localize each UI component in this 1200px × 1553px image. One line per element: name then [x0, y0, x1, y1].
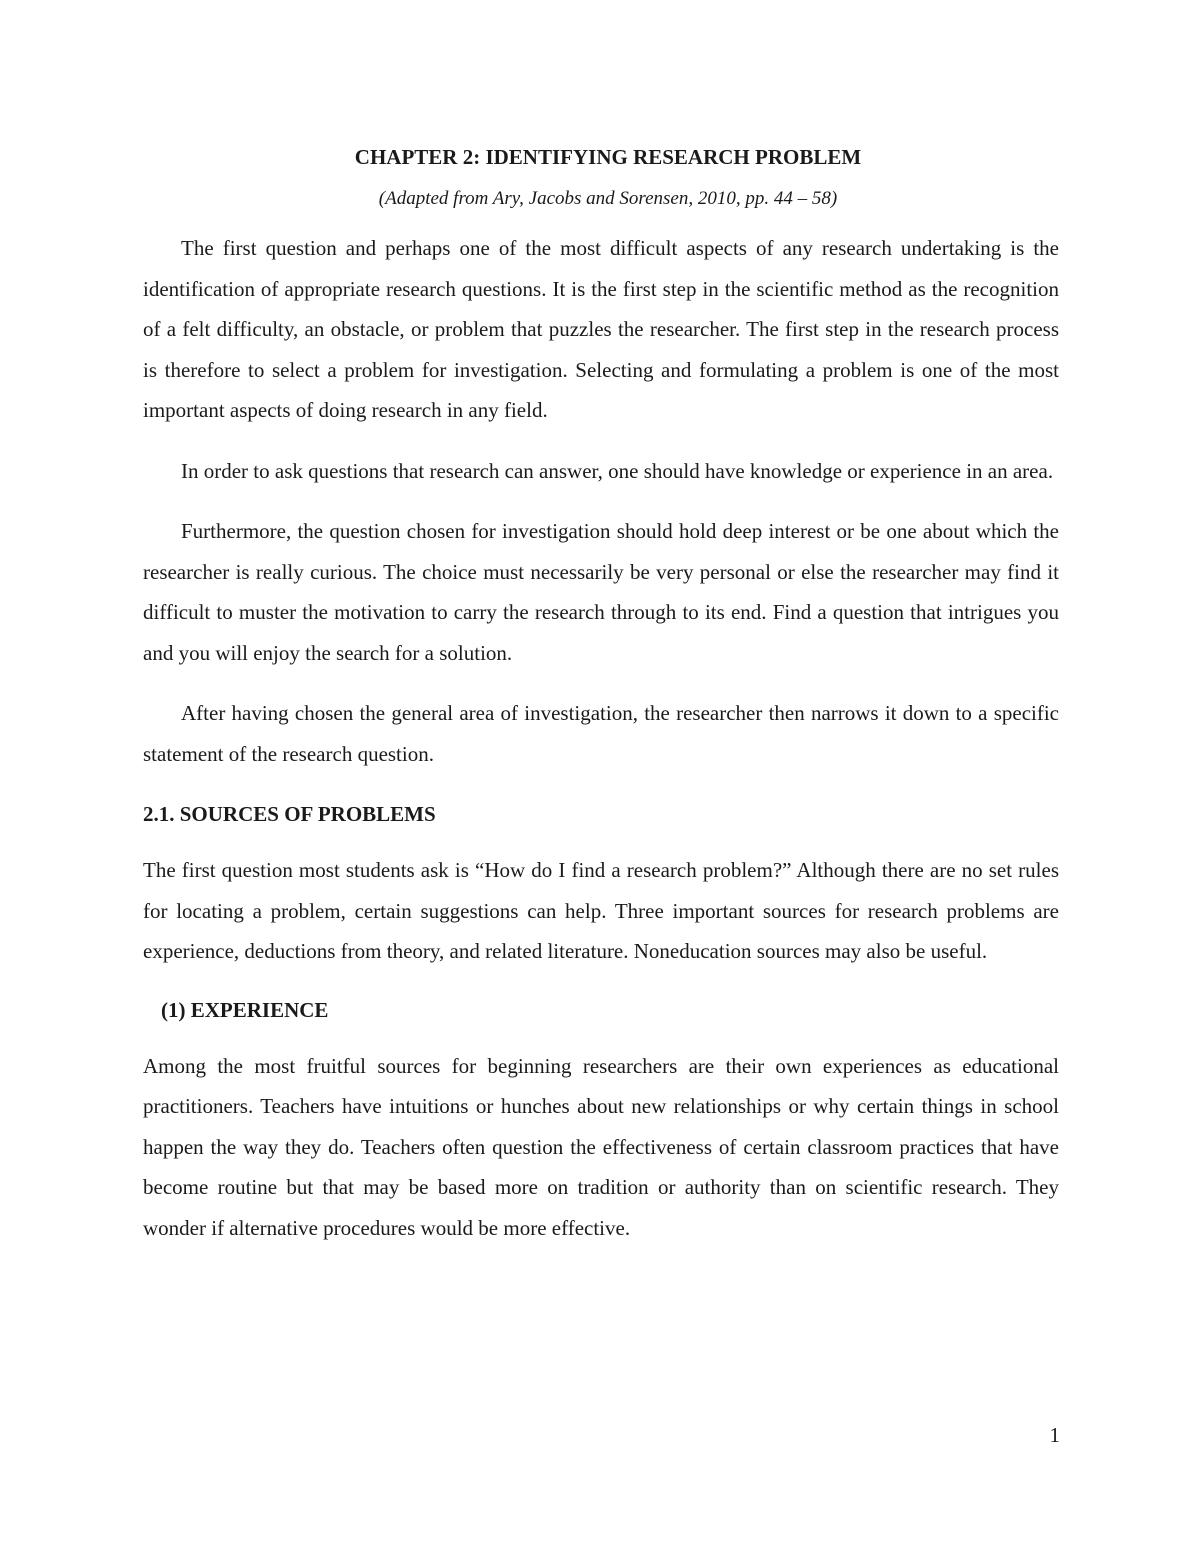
section-heading: 2.1. SOURCES OF PROBLEMS [143, 802, 436, 826]
intro-paragraph-4: After having chosen the general area of investigation, the researcher then narrows it down to a specific statement of the research question. [143, 701, 1059, 766]
section-paragraph: The first question most students ask is “How do I find a research problem?” Although there are no set rules for locating a problem, certain suggestions can help. Three important sources for research problems are experience, deductions from theory, and related literature. Noneducation sources may also be useful. [143, 858, 1059, 963]
intro-paragraph-2: In order to ask questions that research can answer, one should have knowledge or experience in an area. [181, 458, 1054, 483]
intro-paragraph-3: Furthermore, the question chosen for investigation should hold deep interest or be one about which the researcher is really curious. The choice must necessarily be very personal or else the researcher may find it difficult to muster the motivation to carry the research through to its end. Find a question that intrigues you and you will enjoy the search for a solution. [143, 519, 1059, 665]
intro-paragraph-1: The first question and perhaps one of the most difficult aspects of any research undertaking is the identification of appropriate research questions. It is the first step in the scientific method as the recognition of a felt difficulty, an obstacle, or problem that puzzles the researcher. The first step in the research process is therefore to select a problem for investigation. Selecting and formulating a problem is one of the most important aspects of doing research in any field. [143, 236, 1059, 422]
subsection-heading: (1) EXPERIENCE [161, 997, 329, 1022]
subsection-paragraph: Among the most fruitful sources for beginning researchers are their own experiences as educational practitioners. Teachers have intuitions or hunches about new relationships or why certain things in school happen the way they do. Teachers often question the effectiveness of certain classroom practices that have become routine but that may be based more on tradition or authority than on scientific research. They wonder if alternative procedures would be more effective. [143, 1053, 1059, 1240]
page-content [143, 140, 1059, 1248]
chapter-source-citation: (Adapted from Ary, Jacobs and Sorensen, 2010, pp. 44 – 58) [378, 188, 838, 209]
chapter-title: CHAPTER 2: IDENTIFYING RESEARCH PROBLEM [354, 145, 862, 169]
page-number: 1 [1049, 1423, 1060, 1447]
